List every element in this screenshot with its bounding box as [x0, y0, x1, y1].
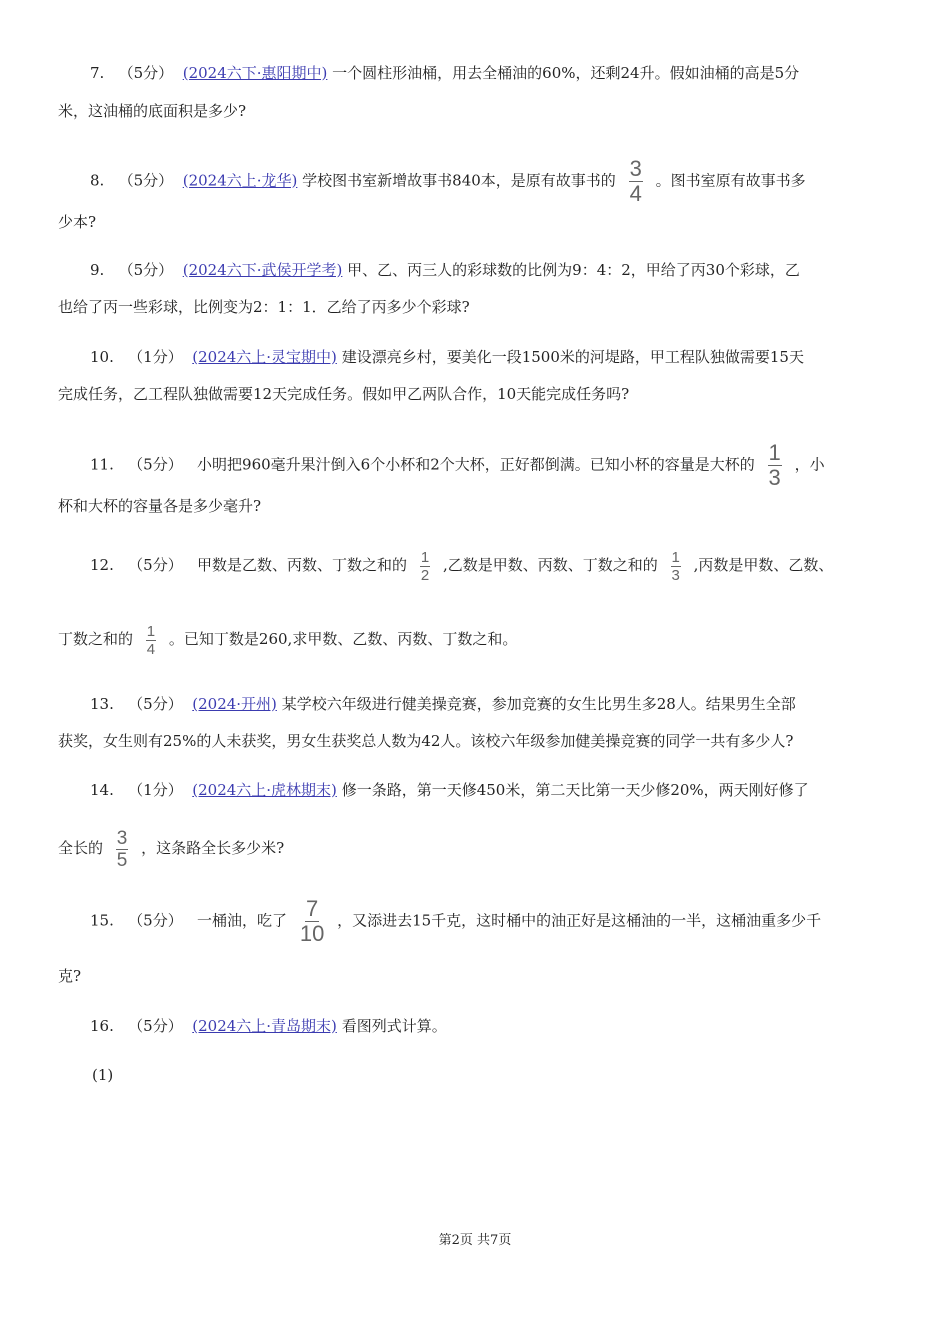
question-source-link[interactable]: (2024六上·青岛期末) — [192, 1017, 337, 1035]
question-source-link[interactable]: (2024六下·惠阳期中) — [182, 64, 328, 82]
fraction-one-quarter: $\frac{1}{4}$ — [146, 622, 156, 658]
question-source-link[interactable]: (2024六上·灵宝期中) — [192, 348, 337, 366]
question-9-line-1 — [90, 260, 800, 280]
question-score: （5分） — [128, 455, 183, 474]
question-14-line-2 — [58, 826, 284, 870]
question-8-line-2 — [58, 212, 96, 232]
question-text: 。图书室原有故事书多 — [655, 171, 806, 190]
fraction-three-fifths: $\frac{3}{5}$ — [116, 827, 128, 871]
question-number: 10. — [90, 348, 114, 366]
question-14-line-1 — [90, 780, 809, 800]
question-number: 8. — [90, 171, 105, 190]
question-16-line-1 — [90, 1016, 447, 1036]
question-text: 丁数之和的 — [58, 630, 134, 648]
question-10-line-2 — [58, 384, 629, 404]
question-source-link[interactable]: (2024六上·虎林期末) — [192, 781, 337, 799]
question-text: 少本? — [58, 213, 97, 231]
question-text: 看图列式计算。 — [341, 1017, 447, 1035]
question-number: 15. — [90, 911, 114, 930]
question-text: 完成任务，乙工程队独做需要12天完成任务。假如甲乙两队合作，10天能完成任务吗? — [58, 385, 630, 403]
question-text: ,乙数是甲数、丙数、丁数之和的 — [442, 556, 658, 574]
question-7-line-1 — [90, 63, 799, 83]
question-13-line-2 — [58, 731, 793, 751]
question-text: 建设漂亮乡村，要美化一段1500米的河堤路，甲工程队独做需要15天 — [341, 348, 804, 366]
question-10-line-1 — [90, 347, 804, 367]
question-15-line-2 — [58, 966, 81, 986]
question-number: 12. — [90, 556, 114, 574]
question-source-link[interactable]: (2024六下·武侯开学考) — [182, 261, 343, 279]
subpart-label: (1) — [92, 1066, 114, 1084]
question-text: 甲、乙、丙三人的彩球数的比例为9：4：2，甲给了丙30个彩球，乙 — [347, 261, 800, 279]
fraction-one-third: $\frac{1}{3}$ — [768, 440, 781, 490]
question-text: 学校图书室新增故事书840本，是原有故事书的 — [302, 171, 616, 190]
question-score: （1分） — [128, 781, 183, 799]
question-text: ,丙数是甲数、乙数、 — [693, 556, 834, 574]
question-source-link[interactable]: (2024六上·龙华) — [182, 171, 298, 190]
question-number: 7. — [90, 64, 105, 82]
question-text: 一个圆柱形油桶，用去全桶油的60%，还剩24升。假如油桶的高是5分 — [332, 64, 800, 82]
question-text: ，又添进去15千克，这时桶中的油正好是这桶油的一半，这桶油重多少千 — [337, 911, 822, 930]
question-text: ，小 — [794, 455, 825, 474]
question-text: 小明把960毫升果汁倒入6个小杯和2个大杯，正好都倒满。已知小杯的容量是大杯的 — [197, 455, 755, 474]
question-number: 14. — [90, 781, 114, 799]
question-score: （5分） — [128, 1017, 183, 1035]
question-text: 甲数是乙数、丙数、丁数之和的 — [197, 556, 408, 574]
question-text: 克? — [58, 967, 82, 985]
question-text: ，这条路全长多少米? — [141, 839, 285, 857]
question-number: 16. — [90, 1017, 114, 1035]
question-text: 。已知丁数是260,求甲数、乙数、丙数、丁数之和。 — [168, 630, 518, 648]
question-text: 米，这油桶的底面积是多少? — [58, 102, 247, 120]
fraction-seven-tenths: $\frac{7}{10}$ — [299, 896, 325, 946]
question-number: 11. — [90, 455, 114, 474]
question-text: 修一条路，第一天修450米，第二天比第一天少修20%，两天刚好修了 — [341, 781, 809, 799]
question-11-line-1 — [90, 440, 825, 490]
question-score: （5分） — [118, 171, 174, 190]
question-source-link[interactable]: (2024·开州) — [192, 695, 277, 713]
question-text: 获奖，女生则有25%的人未获奖，男女生获奖总人数为42人。该校六年级参加健美操竞赛的同学一共有多少人? — [58, 732, 794, 750]
question-text: 杯和大杯的容量各是多少毫升? — [58, 497, 262, 515]
fraction-one-third: $\frac{1}{3}$ — [671, 548, 680, 584]
fraction-one-half: $\frac{1}{2}$ — [420, 548, 430, 584]
question-score: （5分） — [128, 695, 183, 713]
question-text: 某学校六年级进行健美操竞赛，参加竞赛的女生比男生多28人。结果男生全部 — [281, 695, 796, 713]
question-13-line-1 — [90, 694, 796, 714]
fraction-three-quarters: $\frac{3}{4}$ — [629, 156, 642, 206]
page-footer: 第2页 共7页 — [438, 1233, 512, 1248]
question-score: （5分） — [128, 556, 183, 574]
question-text: 也给了丙一些彩球，比例变为2：1：1．乙给了丙多少个彩球? — [58, 298, 470, 316]
question-number: 13. — [90, 695, 114, 713]
question-score: （5分） — [118, 261, 174, 279]
question-12-line-1 — [90, 546, 833, 584]
question-11-line-2 — [58, 496, 261, 516]
question-9-line-2 — [58, 297, 470, 317]
question-text: 全长的 — [58, 839, 104, 857]
question-score: （1分） — [128, 348, 183, 366]
question-7-line-2 — [58, 101, 246, 121]
question-score: （5分） — [118, 64, 174, 82]
question-number: 9. — [90, 261, 105, 279]
question-score: （5分） — [128, 911, 183, 930]
question-8-line-1 — [90, 156, 806, 206]
question-text: 一桶油，吃了 — [197, 911, 288, 930]
question-15-line-1 — [90, 896, 822, 946]
question-12-line-2 — [58, 620, 517, 658]
question-16-subpart — [92, 1065, 113, 1085]
